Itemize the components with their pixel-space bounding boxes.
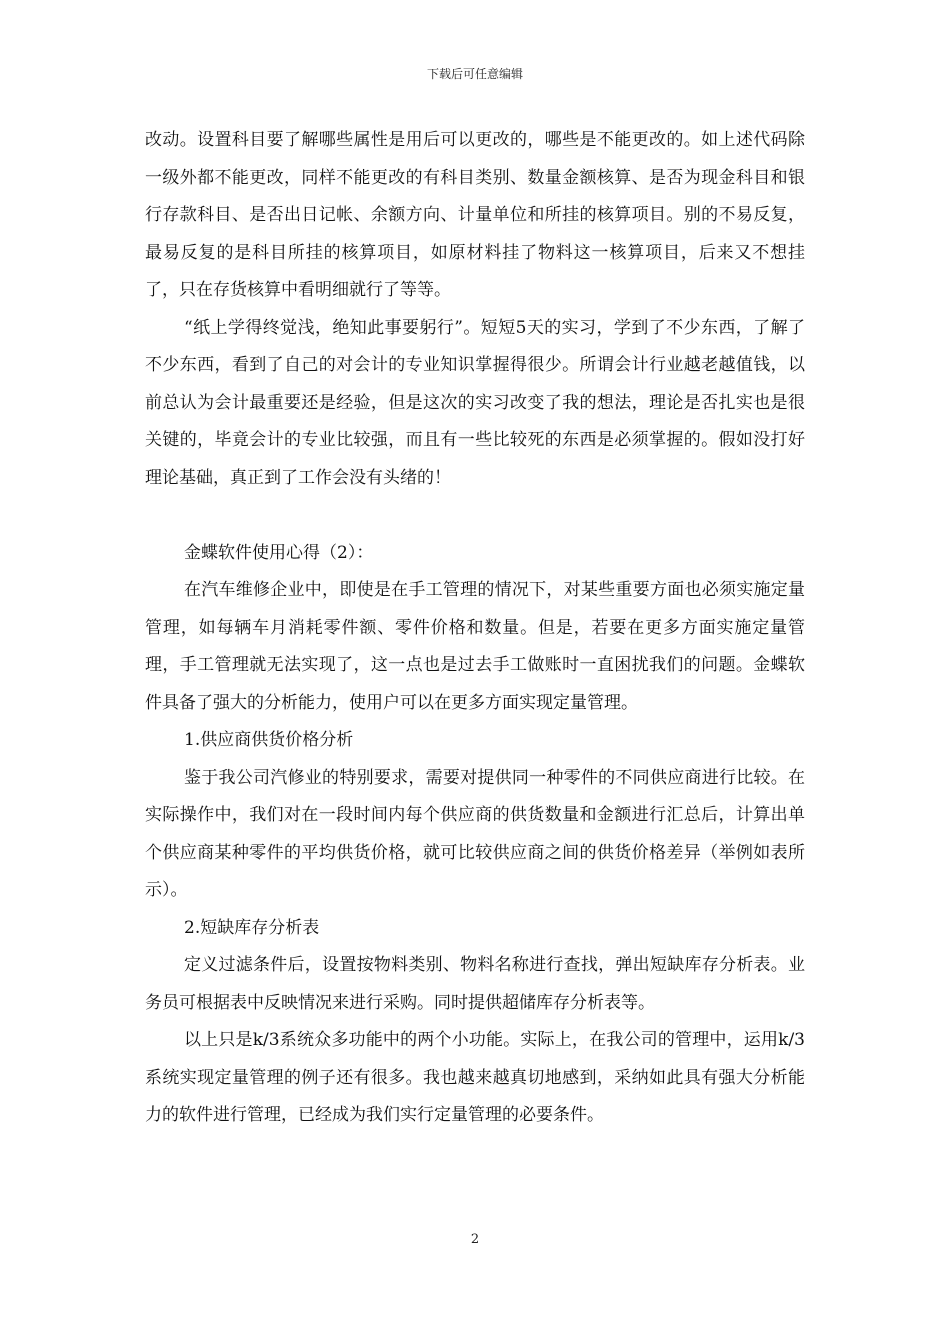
paragraph-shortage-inventory-analysis: 定义过滤条件后，设置按物料类别、物料名称进行查找，弹出短缺库存分析表。业务员可根据表中反映情况来进行采购。同时提供超储库存分析表等。 (145, 955, 805, 1013)
blank-line (145, 497, 805, 535)
paragraph-quantitative-management: 在汽车维修企业中，即使是在手工管理的情况下，对某些重要方面也必须实施定量管理，如每辆车月消耗零件额、零件价格和数量。但是，若要在更多方面实施定量管理，手工管理就无法实现了，这一点也是过去手工做账时一直困扰我们的问题。金蝶软件具备了强大的分析能力，使用户可以在更多方面实现定量管理。 (145, 580, 805, 713)
section-heading-kingdee-experience: 金蝶软件使用心得（2）： (184, 542, 374, 563)
paragraph-account-settings: 改动。设置科目要了解哪些属性是用后可以更改的，哪些是不能更改的。如上述代码除一级外都不能更改，同样不能更改的有科目类别、数量金额核算、是否为现金科目和银行存款科目、是否出日记帐、余额方向、计量单位和所挂的核算项目。别的不易反复，最易反复的是科目所挂的核算项目，如原材料挂了物料这一核算项目，后来又不想挂了，只在存货核算中看明细就行了等等。 (145, 130, 805, 300)
paragraph-k3-conclusion: 以上只是k/3系统众多功能中的两个小功能。实际上，在我公司的管理中，运用k/3系统实现定量管理的例子还有很多。我也越来越真切地感到，采纳如此具有强大分析能力的软件进行管理，已经成为我们实行定量管理的必要条件。 (145, 1030, 805, 1125)
subheading-shortage-inventory-analysis: 2.短缺库存分析表 (184, 917, 320, 938)
page-number: 2 (470, 1232, 480, 1247)
paragraph-internship-reflection: “纸上学得终觉浅，绝知此事要躬行”。短短5天的实习，学到了不少东西，了解了不少东西，看到了自己的对会计的专业知识掌握得很少。所谓会计行业越老越值钱，以前总认为会计最重要还是经验，但是这次的实习改变了我的想法，理论是否扎实也是很关键的，毕竟会计的专业比较强，而且有一些比较死的东西是必须掌握的。假如没打好理论基础，真正到了工作会没有头绪的！ (145, 317, 805, 488)
subheading-supplier-price-analysis: 1.供应商供货价格分析 (184, 730, 354, 750)
page-header: 下载后可任意编辑 (426, 67, 523, 81)
document-body (145, 122, 805, 1135)
paragraph-supplier-price-analysis: 鉴于我公司汽修业的特别要求，需要对提供同一种零件的不同供应商进行比较。在实际操作中，我们对在一段时间内每个供应商的供货数量和金额进行汇总后，计算出单个供应商某种零件的平均供货价格，就可比较供应商之间的供货价格差异（举例如表所示）。 (145, 767, 805, 900)
